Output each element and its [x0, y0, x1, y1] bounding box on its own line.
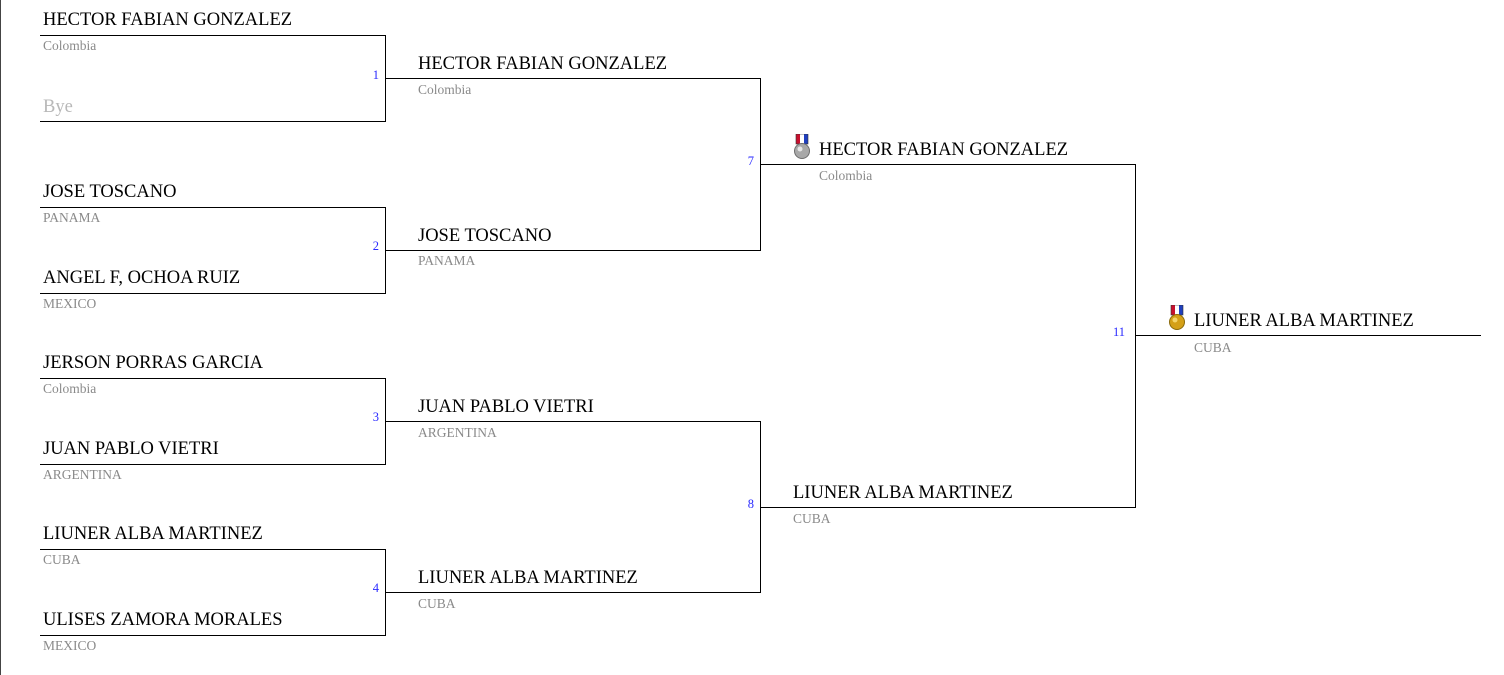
champion-country: CUBA: [1194, 340, 1232, 355]
competitor-name[interactable]: LIUNER ALBA MARTINEZ: [793, 483, 1013, 503]
bracket-line: [40, 464, 386, 465]
match-number[interactable]: 11: [1112, 325, 1125, 339]
competitor-country: CUBA: [793, 511, 831, 526]
bracket-line: [40, 549, 386, 550]
match-number[interactable]: 4: [372, 581, 379, 595]
competitor-name[interactable]: LIUNER ALBA MARTINEZ: [418, 568, 638, 588]
bracket-line: [1136, 335, 1481, 336]
bracket-line: [40, 35, 386, 36]
bracket-line: [386, 592, 761, 593]
competitor-country: ARGENTINA: [418, 425, 497, 440]
bracket-line: [386, 250, 761, 251]
competitor-name[interactable]: ANGEL F, OCHOA RUIZ: [43, 268, 241, 288]
competitor-name[interactable]: HECTOR FABIAN GONZALEZ: [43, 10, 293, 30]
competitor-name[interactable]: HECTOR FABIAN GONZALEZ: [819, 140, 1069, 160]
competitor-country: CUBA: [43, 552, 81, 567]
bracket-line: [40, 293, 386, 294]
match-number[interactable]: 1: [372, 68, 379, 82]
page-left-border: [0, 0, 1, 675]
competitor-country: Colombia: [43, 381, 97, 396]
champion-name[interactable]: LIUNER ALBA MARTINEZ: [1194, 311, 1414, 331]
competitor-name[interactable]: JOSE TOSCANO: [43, 182, 177, 202]
competitor-name[interactable]: JUAN PABLO VIETRI: [418, 397, 594, 417]
match-number[interactable]: 2: [372, 239, 379, 253]
competitor-name[interactable]: ULISES ZAMORA MORALES: [43, 610, 283, 630]
competitor-name[interactable]: JERSON PORRAS GARCIA: [43, 353, 263, 373]
bracket-line: [40, 378, 386, 379]
competitor-country: MEXICO: [43, 638, 97, 653]
competitor-name[interactable]: LIUNER ALBA MARTINEZ: [43, 524, 263, 544]
competitor-country: MEXICO: [43, 296, 97, 311]
competitor-country: CUBA: [418, 596, 456, 611]
match-number[interactable]: 3: [372, 410, 379, 424]
bracket-line: [40, 635, 386, 636]
competitor-country: Colombia: [43, 38, 97, 53]
competitor-country: PANAMA: [43, 210, 101, 225]
bracket-connector: [1135, 164, 1136, 508]
bye-slot: Bye: [43, 97, 73, 117]
bracket-line: [40, 121, 386, 122]
match-number[interactable]: 8: [747, 497, 754, 511]
competitor-country: ARGENTINA: [43, 467, 122, 482]
competitor-country: Colombia: [418, 82, 472, 97]
competitor-name[interactable]: JUAN PABLO VIETRI: [43, 439, 219, 459]
bracket-line: [386, 78, 761, 79]
match-number[interactable]: 7: [747, 154, 754, 168]
bracket-line: [386, 421, 761, 422]
bracket-line: [40, 207, 386, 208]
competitor-name[interactable]: HECTOR FABIAN GONZALEZ: [418, 54, 668, 74]
bracket-line: [761, 164, 1136, 165]
competitor-country: Colombia: [819, 168, 873, 183]
competitor-name[interactable]: JOSE TOSCANO: [418, 226, 552, 246]
bracket-line: [761, 507, 1136, 508]
competitor-country: PANAMA: [418, 253, 476, 268]
gold-medal-icon: [1168, 305, 1186, 331]
silver-medal-icon: [793, 134, 811, 160]
